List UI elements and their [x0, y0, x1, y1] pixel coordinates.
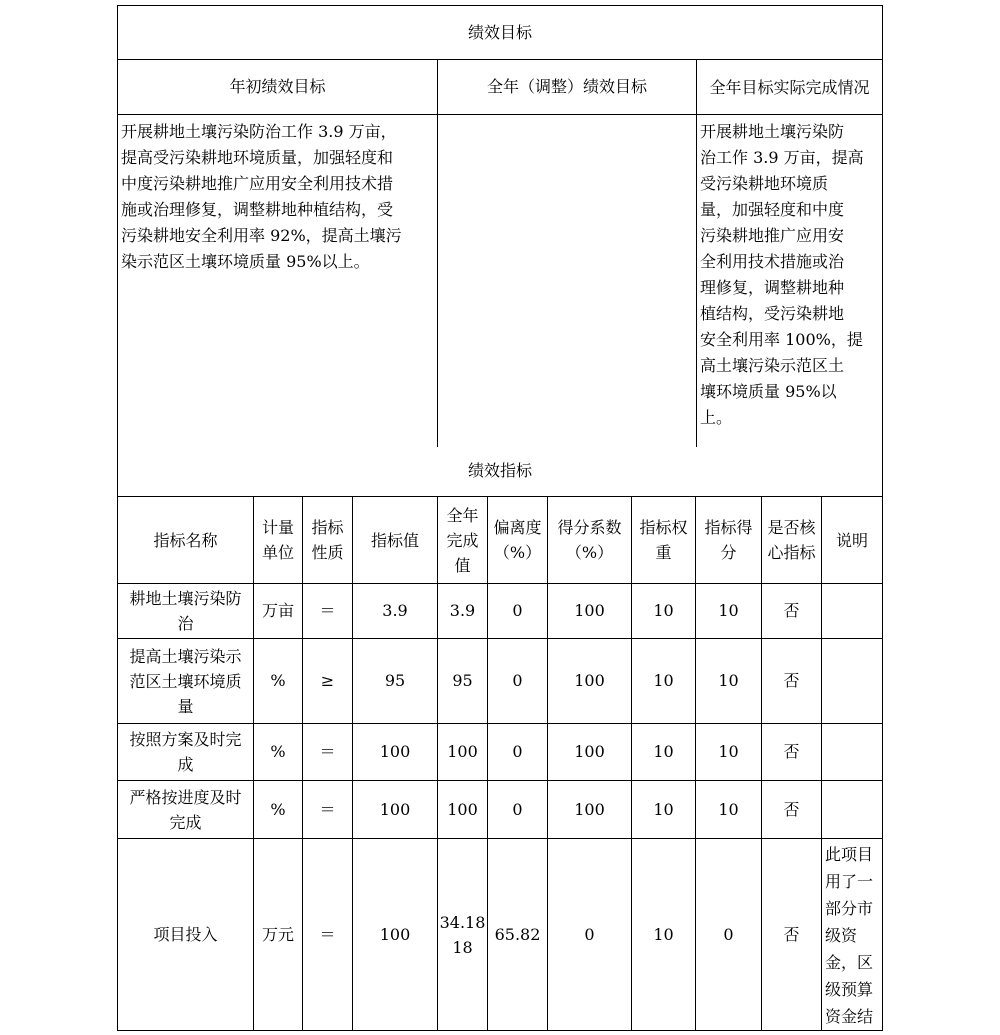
indicator-score: 10 [696, 639, 762, 724]
table-row [118, 724, 883, 781]
adjusted-goal-text [438, 115, 697, 447]
header-indicator-name: 指标名称 [118, 497, 254, 584]
indicator-target: 100 [353, 724, 438, 781]
header-target: 指标值 [353, 497, 438, 584]
header-unit: 计量 单位 [254, 497, 303, 584]
indicator-coef: 0 [548, 839, 632, 1031]
indicator-name: 按照方案及时完 成 [118, 724, 254, 781]
indicator-coef: 100 [548, 781, 632, 839]
indicator-actual: 100 [438, 724, 488, 781]
indicator-deviation: 0 [488, 639, 548, 724]
initial-goal-header: 年初绩效目标 [118, 60, 438, 115]
indicator-note [822, 639, 883, 724]
table-row [118, 639, 883, 724]
header-core: 是否核 心指标 [762, 497, 822, 584]
indicator-target: 100 [353, 781, 438, 839]
indicators-section-title: 绩效指标 [118, 447, 883, 497]
indicator-note [822, 724, 883, 781]
indicator-name: 项目投入 [118, 839, 254, 1031]
indicator-score: 10 [696, 781, 762, 839]
indicator-score: 10 [696, 724, 762, 781]
indicator-core: 否 [762, 724, 822, 781]
indicator-core: 否 [762, 639, 822, 724]
indicator-core: 否 [762, 584, 822, 639]
indicator-deviation: 0 [488, 724, 548, 781]
indicator-weight: 10 [632, 584, 696, 639]
indicator-nature: ＝ [303, 724, 353, 781]
header-actual: 全年 完成 值 [438, 497, 488, 584]
table-row [118, 781, 883, 839]
indicator-weight: 10 [632, 839, 696, 1031]
indicator-actual: 95 [438, 639, 488, 724]
indicator-nature: ＝ [303, 781, 353, 839]
indicator-score: 10 [696, 584, 762, 639]
indicator-note [822, 781, 883, 839]
indicator-actual: 100 [438, 781, 488, 839]
actual-goal-text: 开展耕地土壤污染防 治工作 3.9 万亩，提高 受污染耕地环境质 量，加强轻度和中度 污染耕地推广应用安 全利用技术措施或治 理修复，调整耕地种 植结构，受污染耕地 安全利用率 100%，提 高土壤污染示范区土 壤环境质量 95%以 上。 [697, 115, 883, 447]
indicator-coef: 100 [548, 639, 632, 724]
indicator-actual: 3.9 [438, 584, 488, 639]
indicator-weight: 10 [632, 724, 696, 781]
header-score: 指标得 分 [696, 497, 762, 584]
indicator-unit: % [254, 724, 303, 781]
indicator-unit: % [254, 639, 303, 724]
indicator-deviation: 0 [488, 584, 548, 639]
indicator-nature: ＝ [303, 584, 353, 639]
header-deviation: 偏离度 （%） [488, 497, 548, 584]
goals-table [117, 5, 883, 497]
indicator-target: 100 [353, 839, 438, 1031]
indicator-target: 95 [353, 639, 438, 724]
indicator-nature: ≥ [303, 639, 353, 724]
indicator-unit: 万元 [254, 839, 303, 1031]
goals-section-title: 绩效目标 [118, 6, 883, 60]
header-nature: 指标 性质 [303, 497, 353, 584]
indicator-weight: 10 [632, 781, 696, 839]
indicator-target: 3.9 [353, 584, 438, 639]
indicator-deviation: 65.82 [488, 839, 548, 1031]
indicator-unit: % [254, 781, 303, 839]
header-note: 说明 [822, 497, 883, 584]
indicator-nature: ＝ [303, 839, 353, 1031]
indicator-coef: 100 [548, 584, 632, 639]
indicator-unit: 万亩 [254, 584, 303, 639]
indicator-name: 严格按进度及时 完成 [118, 781, 254, 839]
indicator-note [822, 584, 883, 639]
indicator-core: 否 [762, 781, 822, 839]
actual-goal-header: 全年目标实际完成情况 [697, 60, 883, 115]
indicator-note: 此项目 用了一 部分市 级资 金，区 级预算 资金结 [822, 839, 883, 1031]
indicator-core: 否 [762, 839, 822, 1031]
indicator-weight: 10 [632, 639, 696, 724]
header-weight: 指标权 重 [632, 497, 696, 584]
indicator-score: 0 [696, 839, 762, 1031]
indicators-table [117, 496, 883, 1031]
initial-goal-text: 开展耕地土壤污染防治工作 3.9 万亩， 提高受污染耕地环境质量，加强轻度和 中度污染耕地推广应用安全利用技术措 施或治理修复，调整耕地种植结构，受 污染耕地安全利用率 92%，提高土壤污 染示范区土壤环境质量 95%以上。 [118, 115, 438, 447]
indicator-name: 提高土壤污染示 范区土壤环境质 量 [118, 639, 254, 724]
adjusted-goal-header: 全年（调整）绩效目标 [438, 60, 697, 115]
indicator-name: 耕地土壤污染防 治 [118, 584, 254, 639]
table-row [118, 839, 883, 1031]
header-coef: 得分系数 （%） [548, 497, 632, 584]
indicator-coef: 100 [548, 724, 632, 781]
indicator-header-row [118, 497, 883, 584]
indicator-deviation: 0 [488, 781, 548, 839]
indicator-actual: 34.18 18 [438, 839, 488, 1031]
table-row [118, 584, 883, 639]
